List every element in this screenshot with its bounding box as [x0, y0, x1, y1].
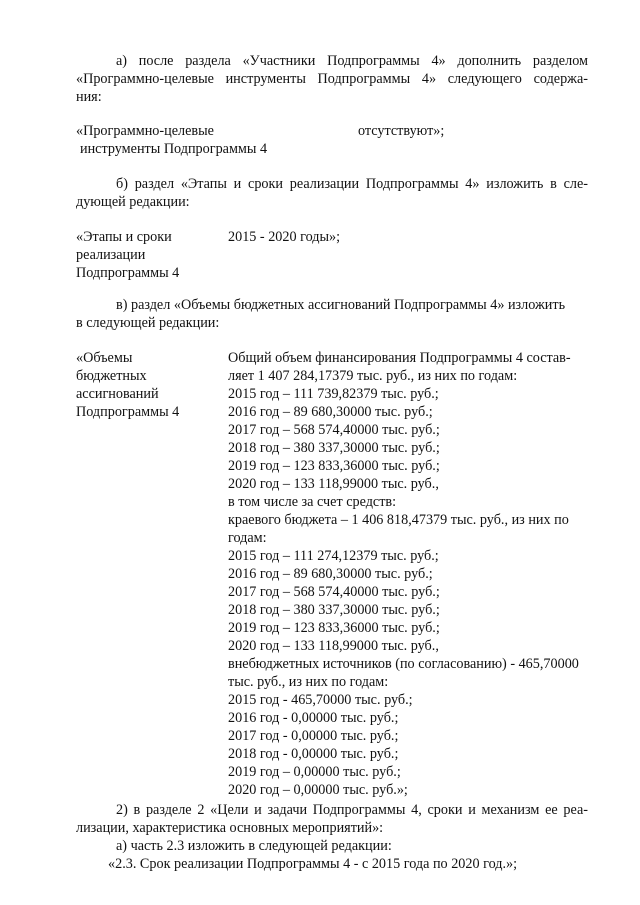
volumes-label-line: бюджетных	[76, 368, 147, 384]
volumes-value-line: 2020 год – 0,00000 тыс. руб.»;	[228, 782, 408, 798]
volumes-value-line: 2018 год – 380 337,30000 тыс. руб.;	[228, 440, 440, 456]
instruments-label-line-1: «Программно-целевые	[76, 123, 214, 139]
volumes-value-line: в том числе за счет средств:	[228, 494, 397, 510]
para-b-line-1: б) раздел «Этапы и сроки реализации Подпрограммы 4» изложить в сле-	[116, 176, 588, 192]
volumes-value-line: внебюджетных источников (по согласованию) - 465,70000	[228, 656, 579, 672]
stages-label-line: «Этапы и сроки	[76, 229, 172, 245]
para-a-line-3: ния:	[76, 89, 102, 105]
para-b-line-2: дующей редакции:	[76, 194, 190, 210]
volumes-value-line: 2016 год – 89 680,30000 тыс. руб.;	[228, 566, 433, 582]
instruments-label-line-2: инструменты Подпрограммы 4	[80, 141, 268, 157]
volumes-value-line: 2017 год - 0,00000 тыс. руб.;	[228, 728, 399, 744]
para-v-line-1: в) раздел «Объемы бюджетных ассигнований Подпрограммы 4» изложить	[116, 297, 566, 313]
para-a-line-1: а) после раздела «Участники Подпрограммы 4» дополнить разделом	[116, 53, 588, 69]
volumes-value-line: 2016 год - 0,00000 тыс. руб.;	[228, 710, 399, 726]
volumes-value-line: краевого бюджета – 1 406 818,47379 тыс. руб., из них по	[228, 512, 569, 528]
volumes-value-line: Общий объем финансирования Подпрограммы 4 состав-	[228, 350, 571, 366]
volumes-value	[228, 349, 598, 799]
volumes-value-line: 2017 год – 568 574,40000 тыс. руб.;	[228, 422, 440, 438]
para-2-line-2: лизации, характеристика основных мероприятий»:	[76, 820, 384, 836]
stages-label-line: Подпрограммы 4	[76, 265, 180, 281]
volumes-value-line: 2017 год – 568 574,40000 тыс. руб.;	[228, 584, 440, 600]
volumes-label-line: ассигнований	[76, 386, 159, 402]
volumes-value-line: 2020 год – 133 118,99000 тыс. руб.,	[228, 638, 439, 654]
volumes-value-line: 2019 год – 0,00000 тыс. руб.;	[228, 764, 401, 780]
volumes-value-line: 2015 год - 465,70000 тыс. руб.;	[228, 692, 413, 708]
volumes-label-line: «Объемы	[76, 350, 133, 366]
volumes-value-line: 2018 год – 380 337,30000 тыс. руб.;	[228, 602, 440, 618]
volumes-value-line: 2020 год – 133 118,99000 тыс. руб.,	[228, 476, 439, 492]
volumes-value-line: 2018 год - 0,00000 тыс. руб.;	[228, 746, 399, 762]
stages-label-line: реализации	[76, 247, 146, 263]
para-2-line-3: а) часть 2.3 изложить в следующей редакции:	[116, 838, 392, 854]
volumes-value-line: 2015 год – 111 739,82379 тыс. руб.;	[228, 386, 439, 402]
volumes-value-line: 2016 год – 89 680,30000 тыс. руб.;	[228, 404, 433, 420]
stages-value: 2015 - 2020 годы»;	[228, 229, 341, 245]
para-v-line-2: в следующей редакции:	[76, 315, 220, 331]
volumes-label-line: Подпрограммы 4	[76, 404, 180, 420]
volumes-value-line: 2015 год – 111 274,12379 тыс. руб.;	[228, 548, 439, 564]
para-2-line-1: 2) в разделе 2 «Цели и задачи Подпрограммы 4, сроки и механизм ее реа-	[116, 802, 588, 818]
volumes-value-line: годам:	[228, 530, 267, 546]
instruments-value: отсутствуют»;	[358, 123, 445, 139]
para-2-line-4: «2.3. Срок реализации Подпрограммы 4 - с 2015 года по 2020 год.»;	[108, 856, 518, 872]
stages-label	[76, 228, 179, 282]
volumes-label	[76, 349, 179, 421]
volumes-value-line: 2019 год – 123 833,36000 тыс. руб.;	[228, 620, 440, 636]
para-a-line-2: «Программно-целевые инструменты Подпрограммы 4» следующего содержа-	[76, 71, 588, 87]
volumes-value-line: тыс. руб., из них по годам:	[228, 674, 389, 690]
volumes-value-line: ляет 1 407 284,17379 тыс. руб., из них по годам:	[228, 368, 518, 384]
volumes-value-line: 2019 год – 123 833,36000 тыс. руб.;	[228, 458, 440, 474]
